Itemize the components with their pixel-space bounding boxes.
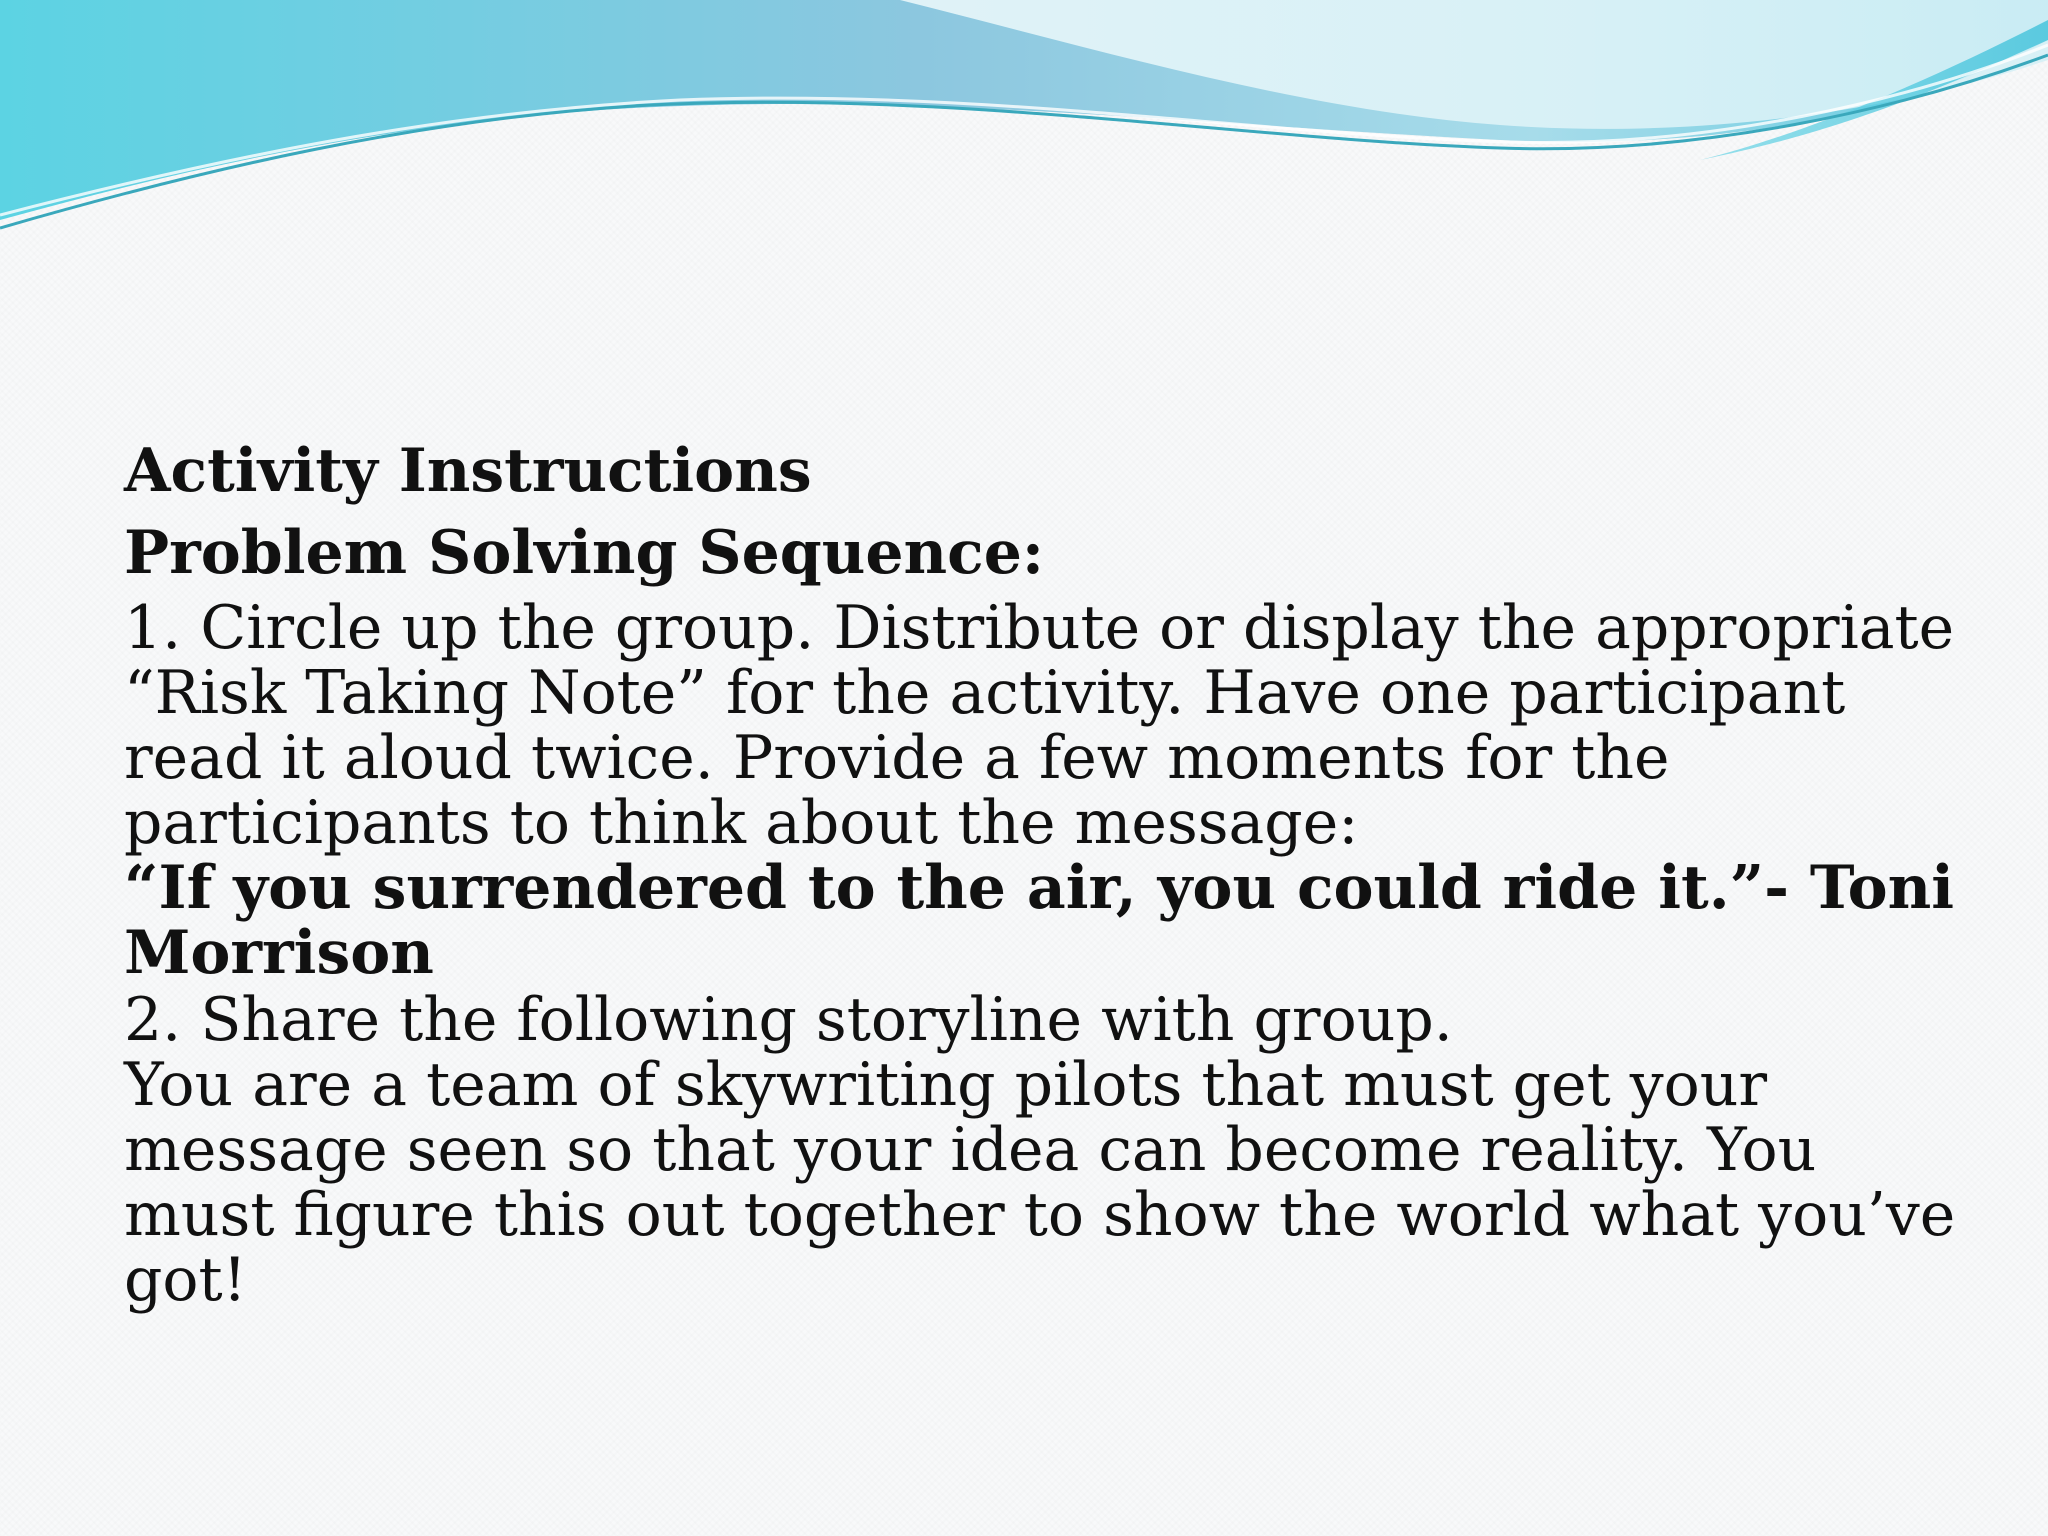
storyline-line: must figure this out together to show the world what you’ve: [124, 1180, 1956, 1250]
problem-solving-sequence-heading: Problem Solving Sequence:: [124, 518, 1045, 588]
step-1-line: participants to think about the message:: [124, 788, 1359, 858]
activity-instructions-heading: Activity Instructions: [124, 436, 812, 506]
step-2: [124, 985, 1984, 1315]
toni-morrison-quote: “If you surrendered to the air, you could ride it.”- Toni: [124, 853, 1955, 923]
step-1-line: read it aloud twice. Provide a few moments for the: [124, 723, 1670, 793]
header-wave-decoration: [0, 0, 2048, 240]
step-1: [124, 593, 1984, 988]
storyline-line: message seen so that your idea can become reality. You: [124, 1115, 1817, 1185]
step-1-line: “Risk Taking Note” for the activity. Have one participant: [124, 658, 1846, 728]
toni-morrison-quote-author: Morrison: [124, 918, 434, 988]
storyline-line: got!: [124, 1245, 247, 1315]
slide-content: [124, 430, 1984, 1313]
storyline-line: You are a team of skywriting pilots that must get your: [124, 1050, 1768, 1120]
step-1-line: 1. Circle up the group. Distribute or display the appropriate: [124, 593, 1955, 663]
step-2-line: 2. Share the following storyline with group.: [124, 985, 1453, 1055]
